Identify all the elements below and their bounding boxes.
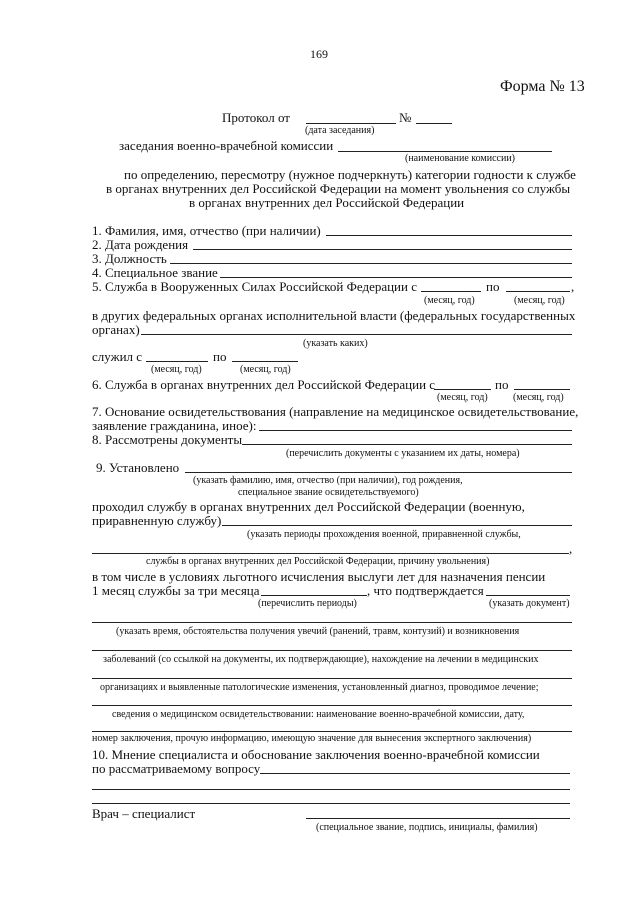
item-7-line-1: 7. Основание освидетельствования (направление на медицинское освидетельствование, <box>92 404 579 419</box>
item-4-label: 4. Специальное звание <box>92 265 218 280</box>
item-8-caption: (перечислить документы с указанием их даты, номера) <box>286 448 520 459</box>
purpose-line-1: по определению, пересмотру (нужное подчеркнуть) категории годности к службе <box>124 167 576 182</box>
item-5-month-year-from: (месяц, год) <box>424 295 475 306</box>
item-6-label: 6. Служба в органах внутренних дел Российской Федерации с <box>92 377 436 392</box>
item-9-document-caption: (указать документ) <box>489 598 570 609</box>
purpose-line-2: в органах внутренних дел Российской Федерации на момент увольнения со службы <box>106 181 571 196</box>
protocol-prefix: Протокол от <box>222 110 290 125</box>
item-7-line <box>259 430 572 431</box>
item-9-periods-line <box>222 525 572 526</box>
item-9-reason-comma: , <box>569 541 573 556</box>
signature-label: Врач – специалист <box>92 806 196 821</box>
served-po: по <box>213 349 227 364</box>
signature-caption: (специальное звание, подпись, инициалы, фамилия) <box>316 822 538 833</box>
item-4-line <box>220 277 572 278</box>
item-6-month-year-to: (месяц, год) <box>513 392 564 403</box>
item-10-line <box>260 773 570 774</box>
protocol-number-sign: № <box>399 110 412 125</box>
item-7-line-2: заявление гражданина, иное): <box>92 418 257 433</box>
purpose-line-3: в органах внутренних дел Российской Федерации <box>189 195 465 210</box>
commission-line <box>338 151 552 152</box>
item-10-line-1: 10. Мнение специалиста и обоснование заключения военно-врачебной комиссии <box>92 747 540 762</box>
item-9-caption-1: (указать фамилию, имя, отчество (при наличии), год рождения, <box>193 475 463 486</box>
details-line-a <box>92 622 572 623</box>
item-5-to-line <box>506 291 570 292</box>
item-5-po: по <box>486 279 500 294</box>
item-9-periods-caption: (указать периоды прохождения военной, приравненной службы, <box>247 529 521 540</box>
commission-caption: (наименование комиссии) <box>405 153 516 164</box>
page-number: 169 <box>310 47 328 61</box>
item-2-label: 2. Дата рождения <box>92 237 189 252</box>
details-caption-b: заболеваний (со ссылкой на документы, их подтверждающие), нахождение на лечении в медицинских <box>103 654 539 665</box>
served-month-year-to: (месяц, год) <box>240 364 291 375</box>
details-line-e <box>92 731 572 732</box>
item-8-line <box>242 444 572 445</box>
item-10-extra-line-2 <box>92 803 570 804</box>
details-line-d <box>92 705 572 706</box>
item-9-caption-2: специальное звание освидетельствуемого) <box>238 487 419 498</box>
item-9-reason-line <box>92 553 569 554</box>
details-line-c <box>92 678 572 679</box>
item-9-served-1: проходил службу в органах внутренних дел Российской Федерации (военную, <box>92 499 525 514</box>
date-caption: (дата заседания) <box>305 125 375 136</box>
item-5-other-1: в других федеральных органах исполнительной власти (федеральных государственных <box>92 308 576 323</box>
served-month-year-from: (месяц, год) <box>151 364 202 375</box>
item-8-label: 8. Рассмотрены документы <box>92 432 243 447</box>
item-9-preferential-1: в том числе в условиях льготного исчисления выслуги лет для назначения пенсии <box>92 569 546 584</box>
item-6-month-year-from: (месяц, год) <box>437 392 488 403</box>
item-5-comma: , <box>571 279 575 294</box>
details-caption-e: номер заключения, прочую информацию, имеющую значение для вынесения экспертного заключения) <box>92 733 532 744</box>
item-9-periods-value-line <box>261 595 367 596</box>
item-5-month-year-to: (месяц, год) <box>514 295 565 306</box>
item-9-reason-caption: службы в органах внутренних дел Российской Федерации, причину увольнения) <box>146 556 490 567</box>
served-from-line <box>146 361 208 362</box>
item-5-which-caption: (указать каких) <box>303 338 368 349</box>
details-caption-c: организациях и выявленные патологические изменения, установленный диагноз, проводимое лечение; <box>100 682 539 693</box>
protocol-date-line <box>306 123 396 124</box>
details-caption-d: сведения о медицинском освидетельствовании: наименование военно-врачебной комиссии, дату, <box>112 709 525 720</box>
item-3-label: 3. Должность <box>92 251 167 266</box>
item-9-preferential-2: 1 месяц службы за три месяца <box>92 583 260 598</box>
served-from-label: служил с <box>92 349 143 364</box>
item-5-other-2: органах) <box>92 322 140 337</box>
item-1-label: 1. Фамилия, имя, отчество (при наличии) <box>92 223 321 238</box>
form-title: Форма № 13 <box>500 78 585 95</box>
item-5-from-line <box>421 291 481 292</box>
details-line-b <box>92 650 572 651</box>
item-9-served-2: приравненную службу) <box>92 513 222 528</box>
item-3-line <box>170 263 572 264</box>
item-10-line-2: по рассматриваемому вопросу <box>92 761 261 776</box>
item-9-label: 9. Установлено <box>96 460 180 475</box>
item-9-line <box>185 472 572 473</box>
item-9-list-periods-caption: (перечислить периоды) <box>258 598 357 609</box>
item-6-from-line <box>434 389 491 390</box>
item-6-to-line <box>514 389 570 390</box>
served-to-line <box>232 361 298 362</box>
item-2-line <box>193 249 572 250</box>
item-5-label: 5. Служба в Вооруженных Силах Российской Федерации с <box>92 279 417 294</box>
item-9-document-line <box>486 595 570 596</box>
commission-prefix: заседания военно-врачебной комиссии <box>119 138 334 153</box>
protocol-number-line <box>416 123 452 124</box>
item-6-po: по <box>495 377 509 392</box>
signature-line <box>306 818 570 819</box>
item-10-extra-line-1 <box>92 789 570 790</box>
details-caption-a: (указать время, обстоятельства получения увечий (ранений, травм, контузий) и возникновения <box>116 626 520 637</box>
item-9-confirmed: , что подтверждается <box>367 583 484 598</box>
item-1-line <box>326 235 572 236</box>
item-5-which-line <box>141 334 572 335</box>
